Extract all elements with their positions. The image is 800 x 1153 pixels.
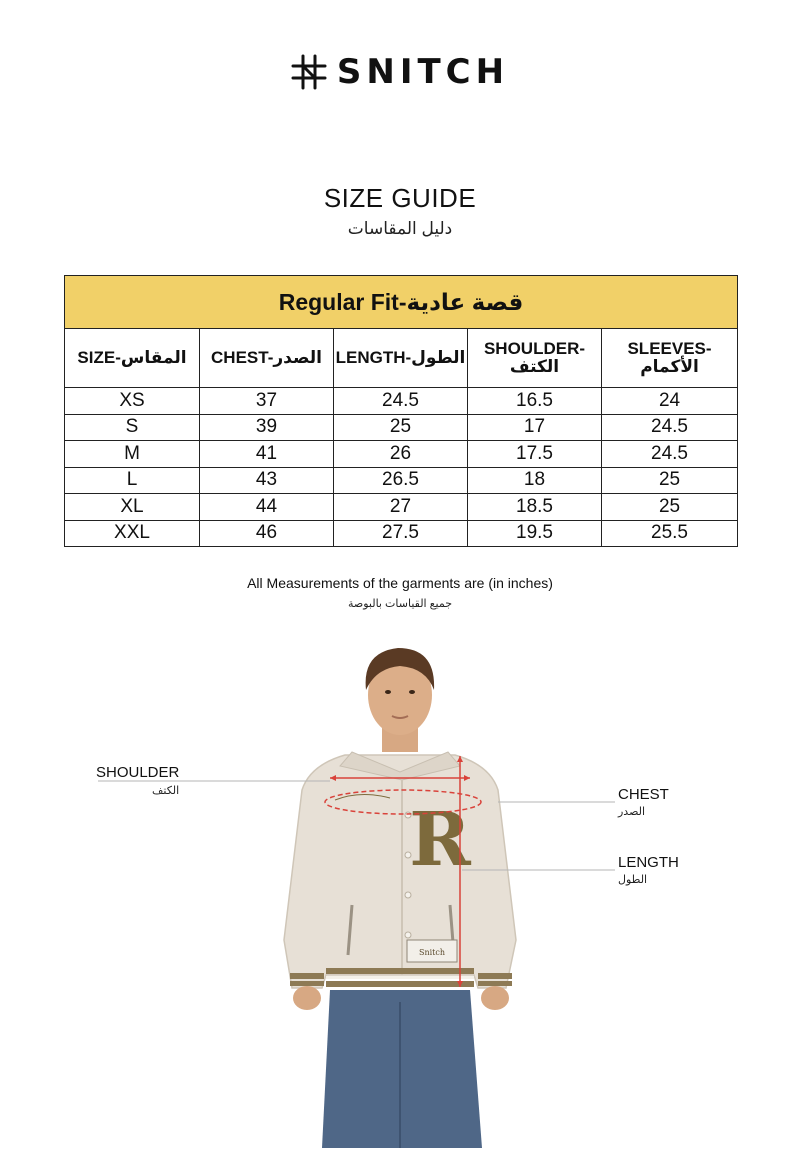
length-cell: 25 [334,414,468,441]
column-headers [65,329,738,388]
table-row [65,494,738,521]
callout-chest-label: CHEST [618,786,669,803]
chest-cell: 39 [200,414,334,441]
jacket-emblem: R [409,797,471,883]
chest-cell: 41 [200,441,334,468]
callout-shoulder-arabic: الكتف [152,785,180,797]
shoulder-cell: 17 [468,414,602,441]
sleeves-cell: 24.5 [602,441,738,468]
chest-cell: 44 [200,494,334,521]
measurement-note-arabic: جميع القياسات بالبوصة [347,598,453,610]
size-table [64,275,738,547]
size-cell: S [65,414,200,441]
sleeves-cell: 24 [602,388,738,415]
length-cell: 24.5 [334,388,468,415]
table-row [65,467,738,494]
shoulder-cell: 18.5 [468,494,602,521]
column-header-chest: CHEST-الصدر [200,329,334,388]
callout-shoulder-label: SHOULDER [96,764,180,781]
shoulder-cell: 16.5 [468,388,602,415]
model-illustration [0,630,800,1148]
page-title-arabic: دليل المقاسات [347,219,453,238]
table-row [65,388,738,415]
jacket [284,755,516,988]
column-header-length: LENGTH-الطول [334,329,468,388]
callout-length-arabic: الطول [618,874,648,886]
length-cell: 26.5 [334,467,468,494]
shoulder-cell: 19.5 [468,520,602,547]
page-title: SIZE GUIDE [323,183,477,213]
sleeves-cell: 25 [602,494,738,521]
svg-text:Snitch: Snitch [418,948,446,957]
brand-name: SNITCH [336,52,510,92]
length-cell: 27.5 [334,520,468,547]
chest-cell: 37 [200,388,334,415]
callout-length-label: LENGTH [618,854,679,871]
length-cell: 26 [334,441,468,468]
sleeves-cell: 25.5 [602,520,738,547]
measurement-note: All Measurements of the garments are (in inches) [247,575,553,591]
fit-type-header: Regular Fit-قصة عادية [65,276,738,329]
sleeves-cell: 24.5 [602,414,738,441]
column-header-size: SIZE-المقاس [65,329,200,388]
table-row [65,414,738,441]
table-row [65,520,738,547]
brand-logo [0,52,800,92]
column-header-shoulder: SHOULDER- الكتف [468,329,602,388]
chest-cell: 43 [200,467,334,494]
table-row [65,441,738,468]
length-cell: 27 [334,494,468,521]
chest-cell: 46 [200,520,334,547]
shoulder-cell: 18 [468,467,602,494]
column-header-sleeves: SLEEVES- الأكمام [602,329,738,388]
size-cell: XS [65,388,200,415]
size-cell: M [65,441,200,468]
size-cell: L [65,467,200,494]
jeans [322,990,482,1148]
sleeves-cell: 25 [602,467,738,494]
snitch-logo-icon [291,54,327,90]
model-figure [0,630,800,1148]
shoulder-cell: 17.5 [468,441,602,468]
size-cell: XL [65,494,200,521]
callout-chest-arabic: الصدر [618,806,646,818]
size-cell: XXL [65,520,200,547]
